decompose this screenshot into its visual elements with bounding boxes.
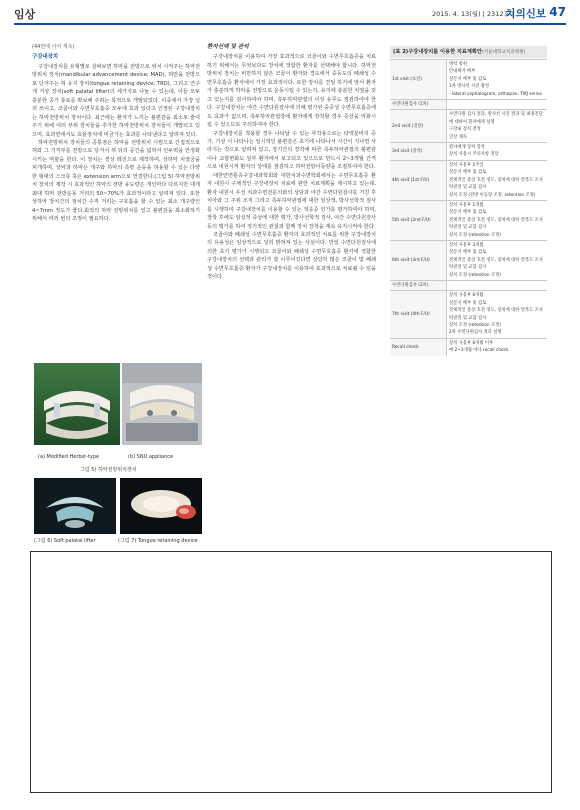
item-text: 장치 사용후 1주일 xyxy=(449,162,484,168)
visit-cell: 3rd visit (장착) xyxy=(390,143,447,161)
items-cell xyxy=(447,291,548,338)
table-row xyxy=(390,143,547,161)
item-text: 병력 청취 xyxy=(449,62,467,67)
table-title-source: (서울대학교치과병원) xyxy=(481,50,526,55)
item-text: 턱관절 및 교합 검사 xyxy=(449,185,487,191)
paragraph: 구강내장치를 착용할 경우 나타날 수 있는 부작용으로는 타액분비의 증가, 기상 시 나타나는 일시적인 불편감은 초기에 나타나서 시간이 지나면 사라지는 것으로 알려져 있고, 장기간의 장착에 따른 측두하악관절의 불편감이나 교합변화도 일부 환자에서 보고되고 있으므로 반드시 2~3개월 간격으로 내원시켜 환자의 상태를 점검하고 하악전방이동량을 조절하여야 한다. xyxy=(207,130,376,171)
item-text: 인상 채득 xyxy=(449,134,467,140)
visit-cell: 6th visit (3rd F/U) xyxy=(390,240,447,280)
item-text: 장치 조정 (retention 조정) xyxy=(449,272,501,278)
paragraph: 대한안면통증구강내과학회와 대한치과수면학회에서는 수면무호흡증 환자 내원시 구체적인 구강내장치 치료에 관한 치료계획을 제시하고 있는데, 환자 내원시 우선 치과수면전문의와의 상담과 야간 수면다원검사를 거친 후 치아와 그 주위 조직 그리고 측두하악관절에 대한 임상적, 방사선학적 검사를 시행하여 구강내장치를 이용할 수 있는 적응증 인가를 평가하여야 하며, 장착 후에도 임상적 증상에 대한 평가, 방사선학적 검사, 야간 수면다원검사 등의 평가를 하여 정기적인 관찰과 함께 장치 장착을 계속 유지시켜야 한다. xyxy=(207,172,376,230)
item-text: 전체적인 증상 호전 정도, 장치에 대한 만족도 조사 xyxy=(449,217,543,223)
visit-cell: 7th visit (4th F/U) xyxy=(390,291,447,338)
caption-5a: (a) Modified Herbst-type xyxy=(38,454,100,460)
item-text: 장치 조정 (retention 조정) xyxy=(449,232,501,238)
caption-5b: (b) SNU appliance xyxy=(128,454,174,460)
item-text: 턱관절 및 교합 검사 xyxy=(449,225,487,231)
table-row xyxy=(390,160,547,200)
table-row xyxy=(390,280,547,290)
items-cell xyxy=(447,143,548,161)
item-text: 장치 사용후 6개월 xyxy=(449,293,484,299)
item-text: 장치 조정 (retention 조정) xyxy=(449,323,501,328)
table-row xyxy=(390,100,547,110)
item-text: 장치 사용후 1개월 xyxy=(449,202,484,208)
item-text: 설문지 배부 및 검토 xyxy=(449,76,487,82)
item-text: 1차 방사선 사진 촬영 xyxy=(449,84,490,90)
paragraph: 구강내장치를 유형별로 살펴보면 하악을 전방으로 위치 시켜주는 하악전방위치 장치(mandibular advancement device; MAD), 혀만을 전방으로 당겨주는 혀 유지 장치(tongue retaining device; TRD), 그리고 연구개 거상 장치(soft palatal lifter)의 세가지로 나눌 수 있는데, 이들 모두 충분한 공기 통로를 확보해 주려는 목적으로 개발되었다. 이중에서 가장 널리 쓰이고, 코골이와 수면무호흡증 모두에 효과 있다고 인정된 구강내장치는 하악전방위치 장치이다. 최근에는 환자가 느끼는 불편감을 최소로 줄여주기 위해 여러 부위 장치들을 추가한 하악전방위치 장치들이 개발되고 있으며, 효과면에서도 효율장치에 비금가는 효과를 나타낸다고 알려져 있다. xyxy=(32,63,200,138)
item-text: 수면다원 검사 결과, 방사선 사진 결과 및 최종진단에 대하여 환자에게 설명 xyxy=(449,112,543,125)
table-title xyxy=(390,46,547,58)
items-cell xyxy=(447,60,548,100)
subheading-oral-appliance: 구강내장치 xyxy=(32,54,59,61)
continued-note: (44면에 이어 계속) xyxy=(32,44,75,50)
item-text: 전체적인 증상 호전 정도, 장치에 대한 만족도 조사 xyxy=(449,257,543,263)
item-text: 안내책자 배부 xyxy=(449,69,476,75)
items-cell xyxy=(447,280,548,290)
table-row xyxy=(390,110,547,143)
item-text: 턱관절 및 교합 검사 xyxy=(449,315,487,321)
items-cell xyxy=(447,200,548,240)
item-text: 매 2~3개월 마다 recall check xyxy=(449,348,509,354)
item-text: 장치 조정 (전방 이동량 조정, retention 조정) xyxy=(449,192,536,198)
items-cell xyxy=(447,110,548,143)
item-text: 전체적인 증상 호전 정도, 장치에 대한 만족도 조사 xyxy=(449,177,543,183)
caption-figure-7: (그림 7) Tongue retaining device xyxy=(118,538,198,544)
figure-7-image xyxy=(120,478,202,534)
table-row xyxy=(390,240,547,280)
section-title: 임상 xyxy=(14,8,36,21)
visit-cell: 4th visit (1st F/U) xyxy=(390,160,447,200)
item-text: 설문지 배부 및 검토 xyxy=(449,250,487,256)
item-text: 장치 사용후 6개월 이후 xyxy=(449,340,494,346)
visit-cell: 2nd visit (진단) xyxy=(390,110,447,143)
item-text: - lateral cephalogram, orthopan, TMJ series xyxy=(449,91,542,97)
item-text: 장치 사용후 3개월 xyxy=(449,242,484,248)
visit-cell: 수면다원검사 (2차) xyxy=(390,280,447,290)
figure-5a-image xyxy=(34,363,120,445)
article-column-2 xyxy=(207,43,376,282)
visit-cell: 1st visit (초진) xyxy=(390,60,447,100)
items-cell xyxy=(447,338,548,355)
items-cell xyxy=(447,100,548,110)
treatment-plan-table xyxy=(390,59,547,356)
item-text: 구강내 장치 결정 xyxy=(449,127,481,133)
paragraph: 코골이와 폐쇄성 수면무호흡증 환자의 효과적인 치료를 위한 구강내장치의 유용성은 임상적으로 널리 밝혀져 있는 사실이다. 만일 수면다원검사에 의한 초기 평가가 시행되고 코골이와 폐쇄성 수면무호흡증 환자에 적합한 구강내장치의 선택과 관리가 잘 이루어진다면 상당히 많은 코골이 및 폐쇄성 수면무호흡증 환자가 구강내장치를 이용하여 효과적으로 치료될 수 있을 것이다. xyxy=(207,231,376,281)
issue-date: 2015. 4. 13(월) | 2312호 | xyxy=(432,10,514,18)
figure-5b-image xyxy=(122,363,202,445)
section-heading-patient-selection: 환자선택 및 관리 xyxy=(207,44,249,50)
advertisement-box xyxy=(30,551,552,793)
item-text: 턱관절 및 교합 검사 xyxy=(449,265,487,271)
table-row xyxy=(390,291,547,338)
item-text: 2차 수면다원검사 결과 설명 xyxy=(449,330,502,336)
item-text: 장치 사용시 주의사항 전달 xyxy=(449,152,499,158)
page-number: 47 xyxy=(549,5,566,19)
page-header xyxy=(14,6,566,22)
caption-figure-6: (그림 6) Soft palatal lifter xyxy=(34,538,96,544)
table-row xyxy=(390,60,547,100)
visit-cell: 5th visit (2nd F/U) xyxy=(390,200,447,240)
item-text: 전체적인 증상 호전 정도, 장치에 대한 만족도 조사 xyxy=(449,308,543,314)
item-text: 설문지 배부 및 검토 xyxy=(449,170,487,176)
paragraph: 구강내장치를 이용하여 가장 효과적으로 코골이와 수면무호흡증을 치료하기 위해서는 무엇보다도 장치에 적합한 환자를 선택해야 합니다. 하악전방위치 장치는 비만하지 않은 코골이 환자와 경도에서 중등도의 폐쇄성 수면무호흡증 환자에서 가장 효과적이다. 또한 장치를 견딜 하기에 앞서 환자가 충분하게 하악을 전방으로 운동시킬 수 있는지, 유지에 충분한 치열을 갖고 있는지를 검사하여야 하며, 측두하악관절의 이상 유무도 점검하여야 한다. 구강내장치는 야간 수면다원검사에 의해 평가된 중증성 수면무호흡증에도 효과가 없으며, 측두하악관절장애 환자에게 장착할 경우 증상을 악화시킬 수 있으므로 주의하여야 한다. xyxy=(207,54,376,129)
table-row xyxy=(390,200,547,240)
table-title-text: (표 2)구강내장치를 이용한 치료계획안 xyxy=(393,49,482,55)
items-cell xyxy=(447,240,548,280)
newspaper-logo: 치의신보 xyxy=(505,8,546,20)
header-divider xyxy=(14,23,566,25)
items-cell xyxy=(447,160,548,200)
item-text: 설문지 배부 및 검토 xyxy=(449,300,487,306)
caption-figure-5: 그림 5) 하악전방위치장치 xyxy=(80,467,137,473)
figure-6-image xyxy=(34,478,116,534)
item-text: 설문지 배부 및 검토 xyxy=(449,210,487,216)
paragraph: 하악전방위치 장치들의 공통점은 하악을 전방위치 시킴으로 간접적으로 혀와 그 기저부를 전방으로 당겨서 혀 뒤의 공간을 넓혀서 인두벽을 안정화시키는 역할을 한다. 이 장치는 경성 레진으로 제작하며, 상하악 치열궁을 피개하며, 상악과 하악은 개구와 하악의 측방 운동을 허용할 수 있는 다양한 형태의 스크류 혹은 extension arm으로 연결한다.(그림 5) 하악전방위치 장치의 제작 시 효과적인 하악의 전방 유도량은 개인마다 다르지만 대개 최대 하악 전방운동 거리의 50~70%가 효과적이라고 알려져 있다. 또한 상하악 장치간의 점치간 수직 거리는 구호흡을 할 수 있는 최소 개구량인 4~7mm 정도가 좋다.회적의 하악 전방위치를 얻고 불편감을 최소화하기 위해서 여러 번의 조정이 필요하다. xyxy=(32,139,200,223)
article-column-1 xyxy=(32,43,200,224)
table-row xyxy=(390,338,547,355)
item-text: 환자에게 장치 장착 xyxy=(449,145,485,151)
visit-cell: Recall check xyxy=(390,338,447,355)
visit-cell: 수면다원검사 (1차) xyxy=(390,100,447,110)
